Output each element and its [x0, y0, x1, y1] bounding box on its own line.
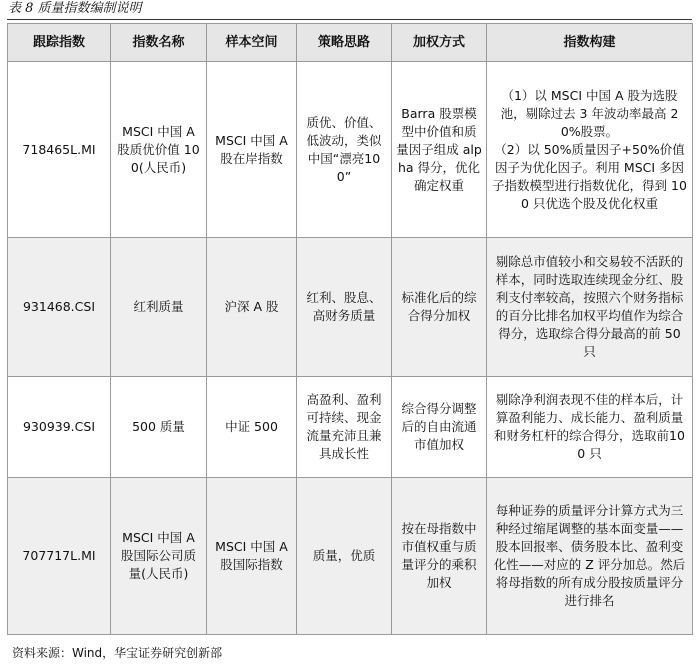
construction-step-1: （1）以 MSCI 中国 A 股为选股池，剔除过去 3 年波动率最高 20%股票。 — [500, 87, 679, 139]
construction-text: 剔除净利润表现不佳的样本后，计算盈利能力、成长能力、盈利质量和财务杠杆的综合得分，选取前100 只 — [494, 392, 685, 461]
sample-space-cell: 沪深 A 股 — [207, 238, 297, 377]
header-index-name: 指数名称 — [111, 24, 207, 62]
table-header-row — [8, 24, 693, 62]
sample-space-cell: MSCI 中国 A 股在岸指数 — [207, 62, 297, 238]
weighting-cell: 标准化后的综合得分加权 — [392, 238, 487, 377]
header-strategy: 策略思路 — [297, 24, 392, 62]
table-row — [8, 62, 693, 238]
quality-index-table — [7, 23, 693, 635]
construction-text: 每种证券的质量评分计算方式为三种经过缩尾调整的基本面变量——股本回报率、债务股本比、盈利变化性——对应的 Z 评分加总。然后将母指数的所有成分股按质量评分进行排名 — [493, 503, 686, 608]
strategy-cell: 质优、价值、低波动，类似中国“漂亮100” — [297, 62, 392, 238]
weighting-cell: 综合得分调整后的自由流通市值加权 — [392, 377, 487, 478]
strategy-cell: 红利、股息、高财务质量 — [297, 238, 392, 377]
sample-space-cell: MSCI 中国 A 股国际指数 — [207, 478, 297, 635]
weighting-cell: 按在母指数中市值权重与质量评分的乘积加权 — [392, 478, 487, 635]
construction-text: 剔除总市值较小和交易较不活跃的样本，同时选取连续现金分红、股利支付率较高，按照六个财务指标的百分比排名加权平均值作为综合得分，选取综合得分最高的前 50 只 — [495, 254, 684, 359]
index-name-cell: 500 质量 — [111, 377, 207, 478]
index-name-cell: 红利质量 — [111, 238, 207, 377]
tracking-index-cell: 931468.CSI — [8, 238, 111, 377]
construction-cell — [487, 478, 693, 635]
caption-divider — [7, 19, 692, 20]
construction-cell — [487, 62, 693, 238]
header-weighting: 加权方式 — [392, 24, 487, 62]
construction-cell — [487, 238, 693, 377]
tracking-index-cell: 930939.CSI — [8, 377, 111, 478]
table-row — [8, 478, 693, 635]
table-row — [8, 238, 693, 377]
tracking-index-cell: 718465L.MI — [8, 62, 111, 238]
header-sample-space: 样本空间 — [207, 24, 297, 62]
strategy-cell: 质量，优质 — [297, 478, 392, 635]
table-caption: 表 8 质量指数编制说明 — [8, 1, 142, 16]
source-note: 资料来源：Wind，华宝证券研究创新部 — [12, 646, 223, 660]
weighting-cell: Barra 股票模型中价值和质量因子组成 alpha 得分，优化确定权重 — [392, 62, 487, 238]
index-name-cell: MSCI 中国 A 股质优价值 100(人民币) — [111, 62, 207, 238]
construction-step-2: （2）以 50%质量因子+50%价值因子为优化因子。利用 MSCI 多因子指数模型进行指数优化，得到 100 只优选个股及优化权重 — [492, 141, 687, 211]
header-construction: 指数构建 — [487, 24, 693, 62]
construction-cell — [487, 377, 693, 478]
sample-space-cell: 中证 500 — [207, 377, 297, 478]
header-tracking-index: 跟踪指数 — [8, 24, 111, 62]
index-name-cell: MSCI 中国 A 股国际公司质量(人民币) — [111, 478, 207, 635]
strategy-cell: 高盈利、盈利可持续、现金流量充沛且兼具成长性 — [297, 377, 392, 478]
tracking-index-cell: 707717L.MI — [8, 478, 111, 635]
table-row — [8, 377, 693, 478]
